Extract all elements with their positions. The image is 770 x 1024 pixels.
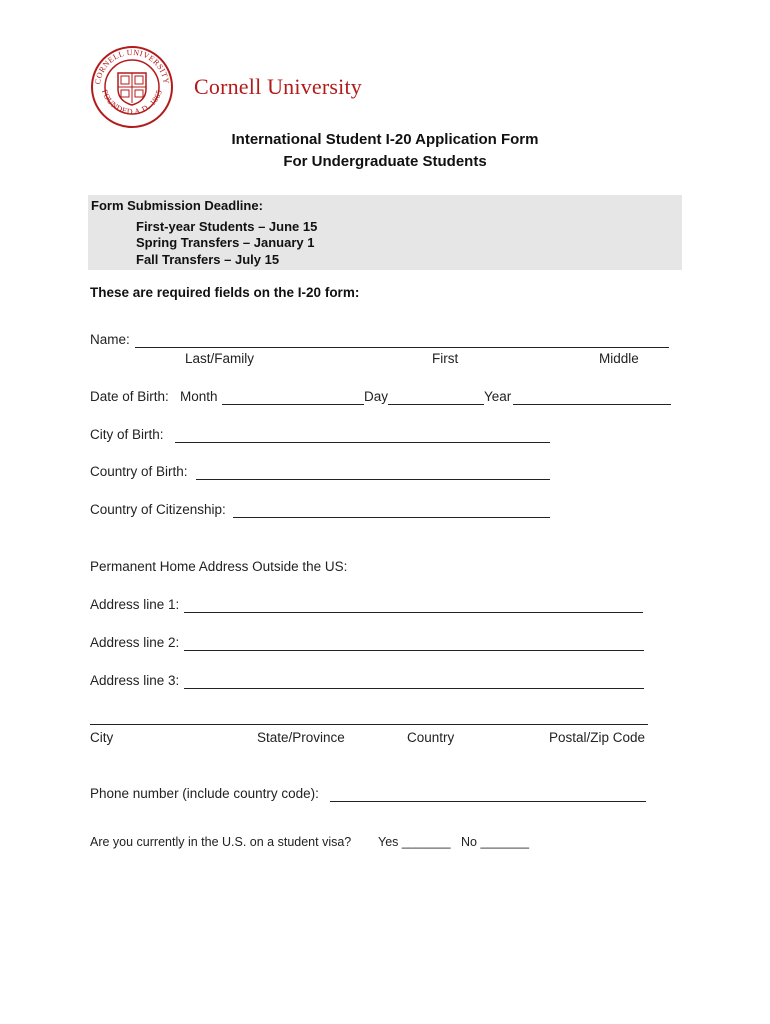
country-of-citizenship-input[interactable]	[233, 517, 550, 518]
address-sub-country: Country	[407, 730, 455, 745]
deadline-heading: Form Submission Deadline:	[91, 198, 263, 213]
dob-year-label: Year	[484, 389, 512, 404]
address-line-2-input[interactable]	[184, 650, 644, 651]
dob-label: Date of Birth:	[90, 389, 169, 404]
city-of-birth-input[interactable]	[175, 442, 550, 443]
name-sub-first: First	[432, 351, 459, 366]
name-label: Name:	[90, 332, 130, 347]
deadline-first-year: First-year Students – June 15	[136, 219, 318, 234]
seal-text-bottom: FOUNDED A.D. 1865	[99, 88, 165, 117]
address-sub-city: City	[90, 730, 114, 745]
visa-question: Are you currently in the U.S. on a student visa?	[90, 835, 352, 849]
address-line-3-label: Address line 3:	[90, 673, 180, 688]
country-of-birth-label: Country of Birth:	[90, 464, 188, 479]
dob-day-input[interactable]	[388, 404, 484, 405]
deadline-fall-transfers: Fall Transfers – July 15	[136, 252, 280, 267]
cornell-seal-logo	[90, 45, 174, 129]
city-of-birth-label: City of Birth:	[90, 427, 164, 442]
phone-label: Phone number (include country code):	[90, 786, 319, 801]
name-input-line[interactable]	[135, 347, 669, 348]
address-line-1-label: Address line 1:	[90, 597, 180, 612]
country-of-citizenship-label: Country of Citizenship:	[90, 502, 226, 517]
visa-yes-option[interactable]: Yes _______	[378, 835, 451, 849]
dob-month-input[interactable]	[222, 404, 364, 405]
form-title: International Student I-20 Application Form	[231, 131, 539, 148]
country-of-birth-input[interactable]	[196, 479, 550, 480]
university-name: Cornell University	[194, 74, 362, 99]
address-heading: Permanent Home Address Outside the US:	[90, 559, 348, 574]
form-subtitle: For Undergraduate Students	[283, 153, 487, 170]
address-line-1-input[interactable]	[184, 612, 643, 613]
required-fields-note: These are required fields on the I-20 form:	[90, 285, 360, 300]
dob-month-label: Month	[180, 389, 218, 404]
address-sub-postal: Postal/Zip Code	[549, 730, 646, 745]
visa-no-option[interactable]: No _______	[461, 835, 530, 849]
dob-day-label: Day	[364, 389, 389, 404]
address-line-2-label: Address line 2:	[90, 635, 180, 650]
seal-text-top: CORNELL UNIVERSITY	[93, 47, 171, 85]
deadline-box	[88, 195, 682, 270]
name-sub-middle: Middle	[599, 351, 639, 366]
city-state-country-postal-input[interactable]	[90, 724, 648, 725]
deadline-spring-transfers: Spring Transfers – January 1	[136, 235, 315, 250]
address-line-3-input[interactable]	[184, 688, 644, 689]
name-sub-last: Last/Family	[185, 351, 255, 366]
address-sub-state: State/Province	[257, 730, 345, 745]
dob-year-input[interactable]	[513, 404, 671, 405]
phone-input[interactable]	[330, 801, 646, 802]
